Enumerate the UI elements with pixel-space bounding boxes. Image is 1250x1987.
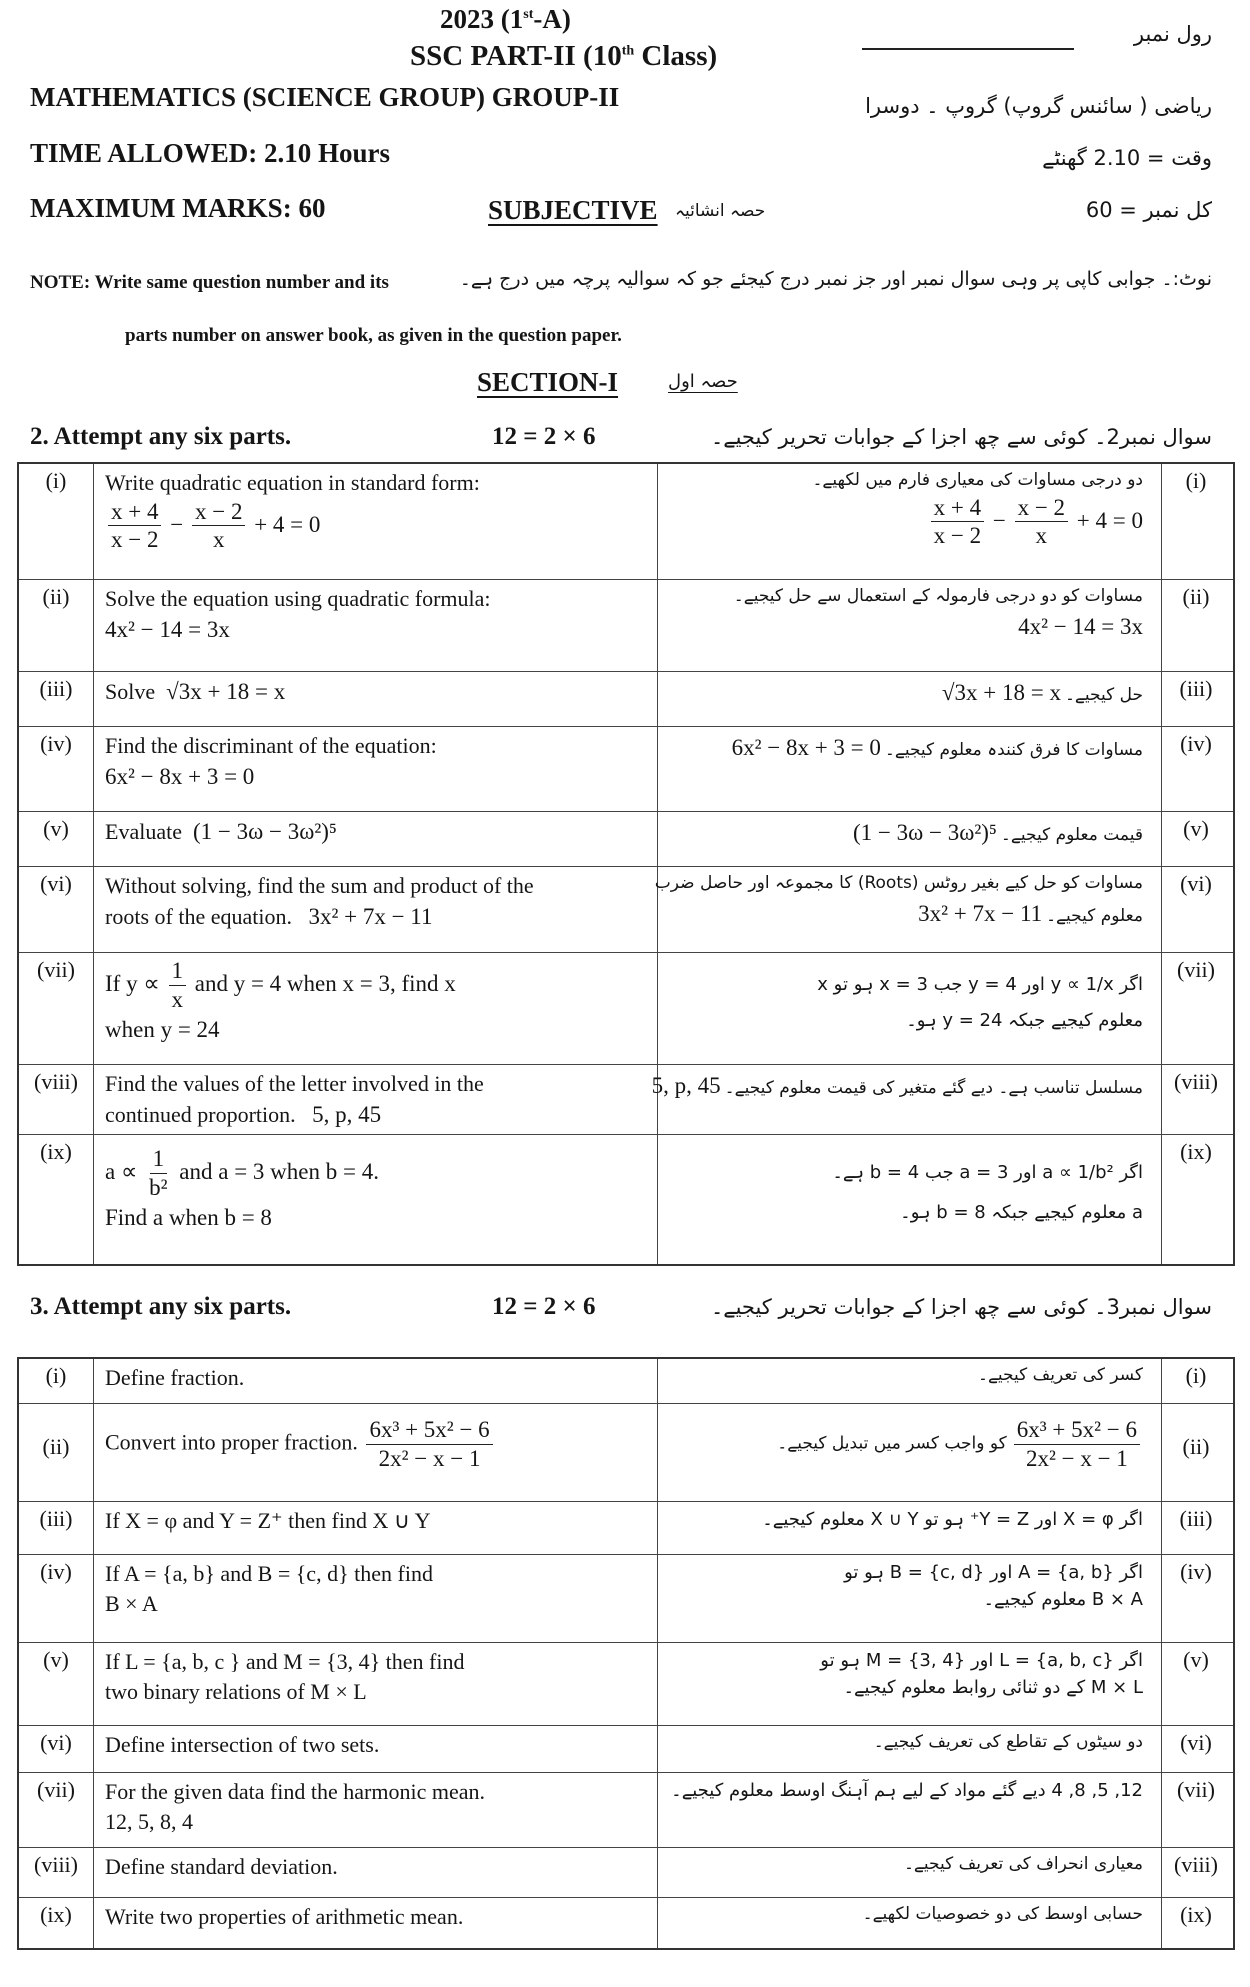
section-type-urdu: حصہ انشائیہ (675, 201, 766, 221)
q2-part-viii: (viii) Find the values of the letter involved in the continued proportion. 5, p, 45 5, p, 45 مسلسل تناسب ہے۔ دیے گئے متغیر کی قیمت معلوم کیجیے۔ (viii) (19, 1064, 1233, 1134)
q2-part-vii: (vii) If y ∝ $\frac{1}{x}$ and y = 4 when x = 3, find x when y = 24 اگر y ∝ 1/x اور y = 4 جب x = 3 ہو تو x معلوم کیجیے جبکہ y = 24 ہو۔ (vii) (19, 952, 1233, 1064)
q2-part-iii: (iii) Solve √3x + 18 = x √3x + 18 = x حل کیجیے۔ (iii) (19, 671, 1233, 726)
q2-part-v: (v) Evaluate (1 − 3ω − 3ω²)⁵ (1 − 3ω − 3ω²)⁵ قیمت معلوم کیجیے۔ (v) (19, 811, 1233, 866)
section-title: SECTION-I (477, 367, 619, 397)
exam-title: SSC PART-II (10th Class) (410, 40, 718, 72)
q3-marks: 12 = 2 × 6 (492, 1293, 596, 1320)
q2-i-equation: $\frac{x + 4}{x - 2}$ − $\frac{x - 2}{x}$ + 4 = 0 (105, 498, 480, 555)
q3-part-ix: (ix) Write two properties of arithmetic mean. حسابی اوسط کی دو خصوصیات لکھیے۔ (ix) (19, 1897, 1233, 1952)
q3-part-iii: (iii) If X = φ and Y = Z⁺ then find X ∪ Y اگر X = φ اور Y = Z⁺ ہو تو X ∪ Y معلوم کیجیے۔ (iii) (19, 1501, 1233, 1554)
exam-year: 2023 (1st-A) (440, 4, 571, 34)
q2-marks: 12 = 2 × 6 (492, 423, 596, 450)
q2-part-i: (i) Write quadratic equation in standard form: $\frac{x + 4}{x - 2}$ − $\frac{x - 2}{x}$ + 4 = 0 دو درجی مساوات کی معیاری فارم میں لکھیے۔ $\frac{x + 4}{x - 2}$ − $\frac{x - 2}{x}$ + 4 = 0 (i) (19, 464, 1233, 579)
note-line-1: NOTE: Write same question number and its (30, 272, 389, 293)
q2-title: 2. Attempt any six parts. (30, 423, 292, 450)
q3-part-i: (i) Define fraction. کسر کی تعریف کیجیے۔ (i) (45, 1363, 1207, 1390)
q3-table (17, 1357, 1235, 1950)
q2-table (17, 462, 1235, 1266)
section-title-urdu: حصہ اول (668, 371, 738, 392)
q3-part-iv: (iv) If A = {a, b} and B = {c, d} then find B × A اگر A = {a, b} اور B = {c, d} ہو تو B × A معلوم کیجیے۔ (iv) (19, 1554, 1233, 1642)
subject-title: MATHEMATICS (SCIENCE GROUP) GROUP-II (30, 82, 620, 112)
q2-title-urdu: سوال نمبر2۔ کوئی سے چھ اجزا کے جوابات تحریر کیجیے۔ (710, 425, 1212, 449)
note-line-2: parts number on answer book, as given in the question paper. (125, 325, 622, 346)
q3-part-viii: (viii) Define standard deviation. معیاری انحراف کی تعریف کیجیے۔ (viii) (19, 1847, 1233, 1897)
time-urdu: وقت = 2.10 گھنٹے (1042, 146, 1212, 170)
q3-title: 3. Attempt any six parts. (30, 1293, 292, 1320)
q3-part-ii: (ii) Convert into proper fraction. $\frac{\text{6x³ + 5x² − 6}}{\text{2x² − x − 1}}$ کو واجب کسر میں تبدیل کیجیے۔ $\frac{\text{6x³ + 5x² − 6}}{\text{2x² − x − 1}}$ (ii) (19, 1403, 1233, 1501)
roll-number-label: رول نمبر (1133, 22, 1212, 46)
marks-urdu: کل نمبر = 60 (1085, 198, 1212, 222)
section-type: SUBJECTIVE (488, 195, 658, 225)
maximum-marks: MAXIMUM MARKS: 60 (30, 193, 326, 223)
q2-part-ii: (ii) Solve the equation using quadratic formula: 4x² − 14 = 3x مساوات کو دو درجی فارمولہ کے استعمال سے حل کیجیے۔ 4x² − 14 = 3x (ii) (19, 579, 1233, 671)
q3-part-vii: (vii) For the given data find the harmonic mean. 12, 5, 8, 4 12, 5, 8, 4 دیے گئے مواد کے لیے ہم آہنگ اوسط معلوم کیجیے۔ (vii) (19, 1772, 1233, 1847)
q2-part-iv: (iv) Find the discriminant of the equation: 6x² − 8x + 3 = 0 6x² − 8x + 3 = 0 مساوات کا فرق کنندہ معلوم کیجیے۔ (iv) (19, 726, 1233, 811)
q3-part-v: (v) If L = {a, b, c } and M = {3, 4} then find two binary relations of M × L اگر L = {a, b, c} اور M = {3, 4} ہو تو M × L کے دو ثنائی روابط معلوم کیجیے۔ (v) (19, 1642, 1233, 1725)
subject-urdu: ریاضی ( سائنس گروپ) گروپ ۔ دوسرا (865, 94, 1212, 118)
q3-part-vi: (vi) Define intersection of two sets. دو سیٹوں کے تقاطع کی تعریف کیجیے۔ (vi) (19, 1725, 1233, 1772)
roll-number-line (862, 48, 1074, 50)
note-urdu: نوٹ:۔ جوابی کاپی پر وہی سوال نمبر اور جز نمبر درج کیجئے جو کہ سوالیہ پرچہ میں درج ہے۔ (459, 268, 1212, 290)
q3-title-urdu: سوال نمبر3۔ کوئی سے چھ اجزا کے جوابات تحریر کیجیے۔ (710, 1295, 1212, 1319)
time-allowed: TIME ALLOWED: 2.10 Hours (30, 138, 391, 168)
q2-part-ix: (ix) a ∝ $\frac{1}{\text{b²}}$ and a = 3 when b = 4. Find a when b = 8 اگر a ∝ 1/b² اور a = 3 جب b = 4 ہے۔ a معلوم کیجیے جبکہ b = 8 ہو۔ (ix) (19, 1134, 1233, 1268)
q2-part-vi: (vi) Without solving, find the sum and product of the roots of the equation. 3x² + 7x − 11 مساوات کو حل کیے بغیر روٹس (Roots) کا مجموعہ اور حاصل ضرب 3x² + 7x − 11 معلوم کیجیے۔ (vi) (19, 866, 1233, 952)
